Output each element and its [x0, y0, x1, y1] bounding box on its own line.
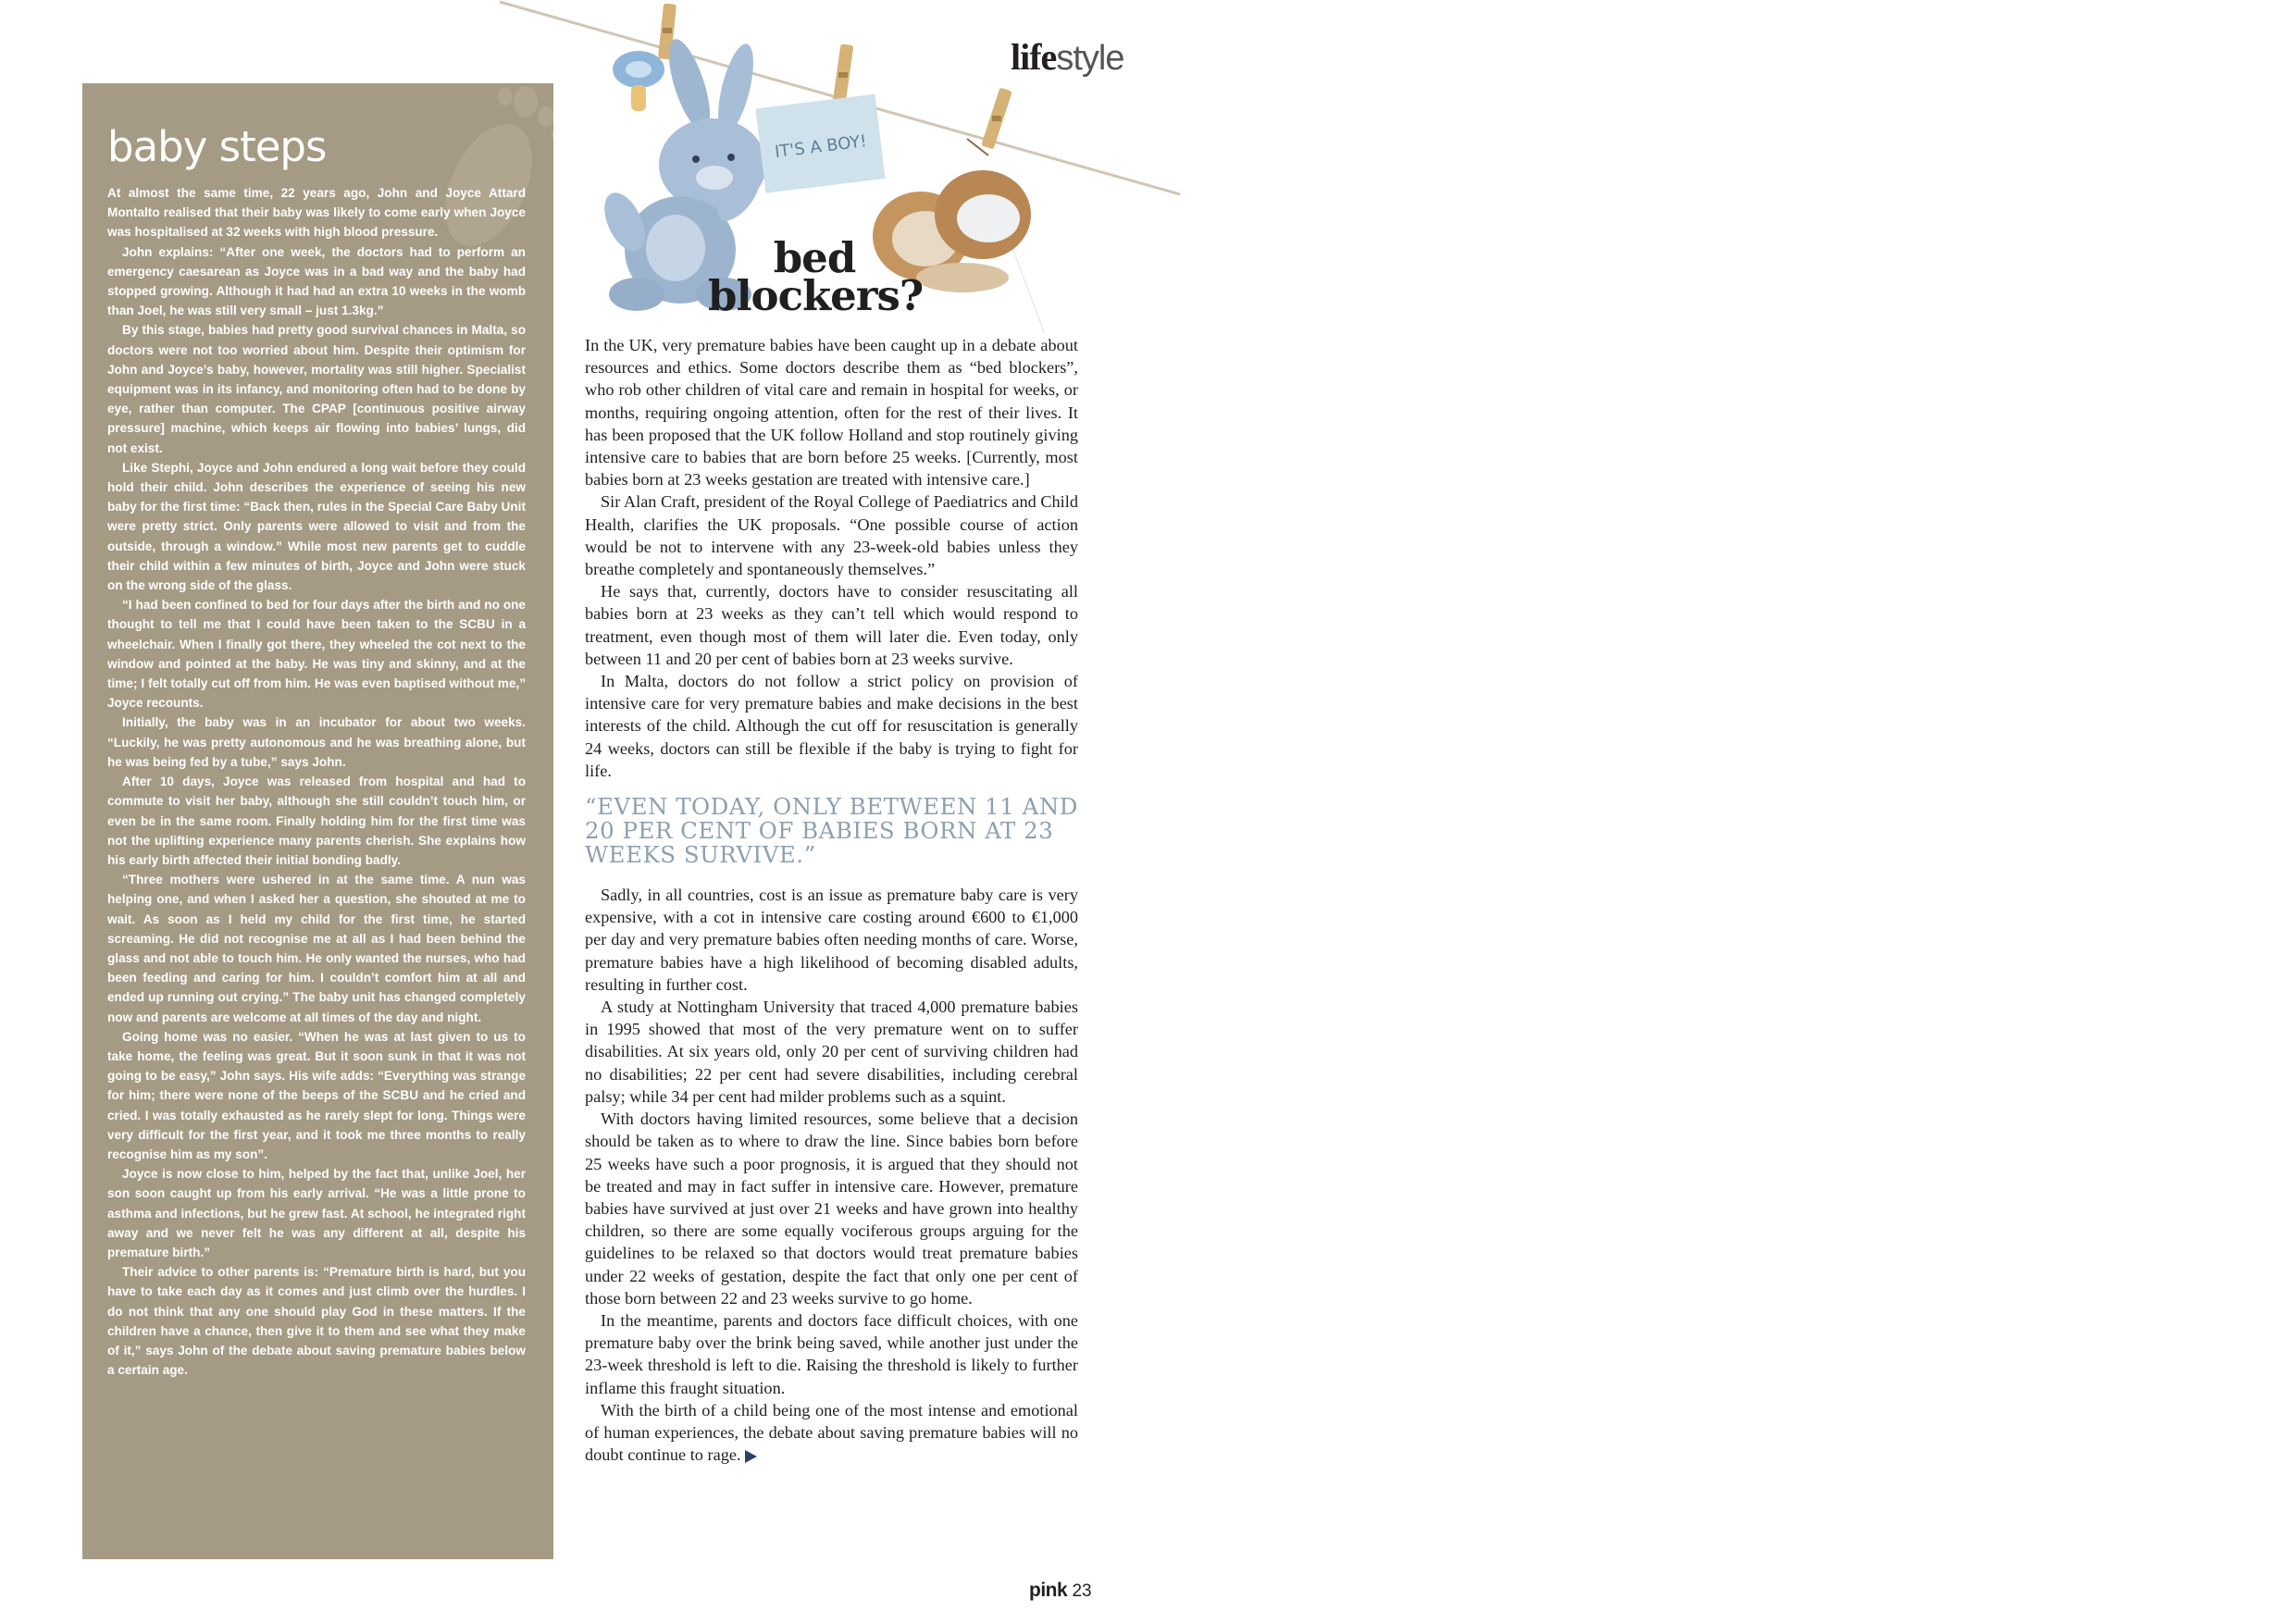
sidebar-paragraph: Their advice to other parents is: “Premature birth is hard, but you have to take each day as it comes and just climb over the hurdles. I do not think that any one should play God in these matters. If the children have a chance, then give it to them and see what they make of it,” says John of the debate about saving premature babies below a certain age.: [107, 1265, 526, 1378]
clothespeg-icon: [832, 43, 853, 105]
article-paragraph: Sir Alan Craft, president of the Royal College of Paediatrics and Child Health, clarifies the UK proposals. “One possible course of action would be not to intervene with any 23-week-old babies unless they breathe completely and spontaneously themselves.”: [585, 492, 1078, 579]
article-paragraph: In the meantime, parents and doctors face difficult choices, with one premature baby over the brink being saved, while another just under the 23-week threshold is left to die. Raising the threshold is likely to further inflame this fraught situation.: [585, 1310, 1078, 1397]
article-paragraph: Sadly, in all countries, cost is an issue as premature baby care is very expensive, with a cot in intensive care costing around €600 to €1,000 per day and very premature babies often needing months of care. Worse, premature babies have a high likelihood of becoming disabled adults, resulting in further cost.: [585, 886, 1078, 994]
sidebar-paragraph: Initially, the baby was in an incubator for about two weeks. “Luckily, he was pretty autonomous and he was breathing alone, but he was being fed by a tube,” says John.: [107, 715, 526, 769]
article-paragraph: In Malta, doctors do not follow a strict policy on provision of intensive care for very premature babies and make decisions in the best interests of the child. Although the cut off for resuscitation is generally 24 weeks, doctors can still be flexible if the baby is trying to fight for life.: [585, 672, 1078, 780]
sidebar-paragraph: Joyce is now close to him, helped by the fact that, unlike Joel, her son soon caught up from his early arrival. “He was a little prone to asthma and infections, but he grew fast. At school, he integrated right away and we never felt he was any different at all, despite his premature birth.”: [107, 1167, 526, 1259]
section-label-bold: life: [1011, 36, 1057, 78]
page-folio: [1029, 1580, 1092, 1602]
page-number: 23: [1072, 1581, 1092, 1601]
article-paragraph: A study at Nottingham University that traced 4,000 premature babies in 1995 showed that most of the very premature went on to suffer disabilities. At six years old, only 20 per cent of surviving children had no disabilities; 22 per cent had severe disabilities, including cerebral palsy; while 34 per cent had milder problems such as a squint.: [585, 998, 1078, 1106]
clothesline-illustration: [0, 0, 1203, 333]
sidebar-paragraph: “Three mothers were ushered in at the same time. A nun was helping one, and when I asked her a question, she shouted at me to wait. As soon as I held my child for the first time, he started screaming. He did not recognise me at all as I had been behind the glass and not able to touch him. He only wanted the nurses, who had been feeding and caring for him. I couldn’t comfort him at all and ended up running out crying.” The baby unit has changed completely now and parents are welcome at all times of the day and night.: [107, 873, 526, 1024]
sidebar-paragraph: After 10 days, Joyce was released from hospital and had to commute to visit her baby, although she still couldn’t touch him, or even be in the same room. Finally holding him for the first time was not the uplifting experience many parents cherish. She explains how his early birth affected their initial bonding badly.: [107, 775, 526, 867]
sidebar-paragraph: “I had been confined to bed for four days after the birth and no one thought to tell me that I could have been taken to the SCBU in a wheelchair. When I finally got there, they wheeled the cot next to the window and pointed at the baby. He was tiny and skinny, and at the time; I felt totally cut off from him. He was even baptised without me,” Joyce recounts.: [107, 598, 526, 711]
headline-line-2: blockers?: [708, 271, 924, 320]
sidebar-paragraph: Like Stephi, Joyce and John endured a long wait before they could hold their child. John describes the experience of seeing his new baby for the first time: “Back then, rules in the Special Care Baby Unit were pretty strict. Only parents were allowed to visit and from the outside, through a window.” While most new parents get to cuddle their child within a few minutes of birth, Joyce and John were stuck on the wrong side of the glass.: [107, 460, 526, 593]
article-paragraph: He says that, currently, doctors have to consider resuscitating all babies born at 23 weeks as they can’t tell which would respond to treatment, even though most of them will later die. Even today, only between 11 and 20 per cent of babies born at 23 weeks survive.: [585, 582, 1078, 668]
sidebar-paragraph: At almost the same time, 22 years ago, John and Joyce Attard Montalto realised that their baby was likely to come early when Joyce was hospitalised at 32 weeks with high blood pressure.: [107, 186, 526, 240]
magazine-brand: pink: [1029, 1580, 1068, 1601]
section-label-light: style: [1056, 39, 1124, 78]
headline-line-1: bed: [773, 233, 856, 282]
sidebar-title: baby steps: [107, 122, 327, 171]
pull-quote: “EVEN TODAY, ONLY BETWEEN 11 AND 20 PER CENT OF BABIES BORN AT 23 WEEKS SURVIVE.”: [585, 793, 1078, 869]
article-paragraph-text: With the birth of a child being one of the most intense and emotional of human experiences, the debate about saving premature babies will no doubt continue to rage.: [585, 1400, 1078, 1465]
article-paragraph: With doctors having limited resources, some believe that a decision should be taken as to where to draw the line. Since babies born before 25 weeks have such a poor prognosis, it is argued that they should not be treated and may in fact suffer in intensive care. However, premature babies have survived at just over 21 weeks and have grown into healthy children, so there are some equally vociferous groups arguing for the guidelines to be relaxed so that doctors would treat premature babies under 22 weeks of gestation, despite the fact that only one per cent of those born between 22 and 23 weeks survive to go home.: [585, 1110, 1078, 1308]
sidebar-paragraph: Going home was no easier. “When he was at last given to us to take home, the feeling was great. But it soon sunk in that it was not going to be easy,” John says. His wife adds: “Everything was strange for him; there were none of the beeps of the SCBU and he cried and cried. I was totally exhausted as he rarely slept for long. Things were very difficult for the first year, and it took me three months to really recognise him as my son”.: [107, 1029, 526, 1161]
article-paragraph: In the UK, very premature babies have been caught up in a debate about resources and ethics. Some doctors describe them as “bed blockers”, who rob other children of vital care and remain in hospital for weeks, or months, requiring ongoing attention, often for the rest of their lives. It has been proposed that the UK follow Holland and stop routinely giving intensive care to babies that are born before 25 weeks. [Currently, most babies born at 23 weeks gestation are treated with intensive care.]: [585, 336, 1078, 490]
article-paragraph-last: [585, 1399, 1078, 1467]
article-body: [585, 334, 1078, 1466]
card-text: IT'S A BOY!: [774, 131, 868, 163]
headline: [708, 233, 924, 320]
end-mark-icon: [745, 1450, 757, 1463]
pacifier-icon: [613, 51, 664, 111]
sidebar-body: [107, 183, 526, 1380]
clothespeg-icon: [981, 87, 1012, 149]
sidebar-paragraph: By this stage, babies had pretty good survival chances in Malta, so doctors were not too worried about him. Despite their optimism for John and Joyce’s baby, however, mortality was still higher. Specialist equipment was in its infancy, and monitoring often had to be done by eye, rather than computer. The CPAP [continuous positive airway pressure] machine, which keeps air flowing into babies’ lungs, did not exist.: [107, 323, 526, 455]
its-a-boy-card: [755, 94, 885, 193]
sidebar-paragraph: John explains: “After one week, the doctors had to perform an emergency caesarean as Joyce was in a bad way and the baby had stopped growing. Although it had had an extra 10 weeks in the womb than Joel, he was still very small – just 1.3kg.”: [107, 244, 526, 318]
